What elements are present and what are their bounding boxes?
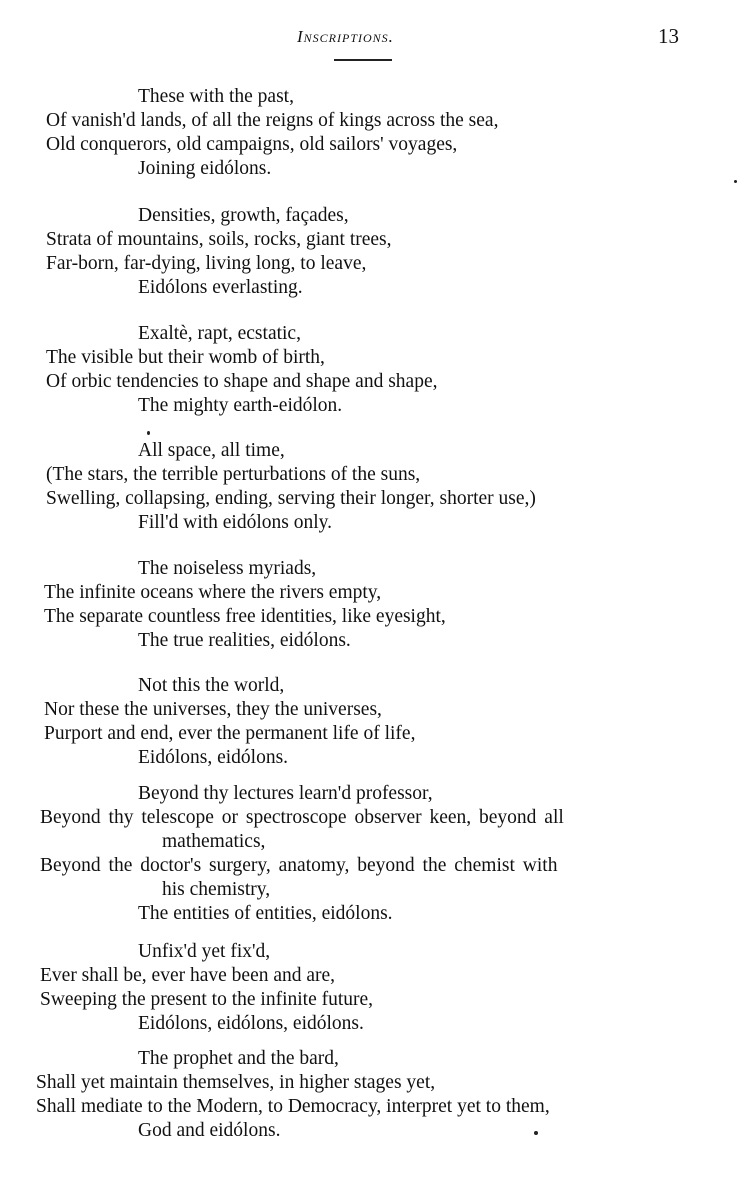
- poem-line: Beyond thy lectures learn'd professor,: [138, 783, 433, 804]
- poem-line: The true realities, eidólons.: [138, 630, 351, 651]
- header-rule: [334, 59, 392, 61]
- running-head: [0, 20, 756, 60]
- poem-line: Eidólons everlasting.: [138, 277, 303, 298]
- poem-line: The visible but their womb of birth,: [46, 347, 325, 368]
- poem-line: The mighty earth-eidólon.: [138, 395, 343, 416]
- poem-line: All space, all time,: [138, 440, 285, 461]
- poem-line: mathematics,: [162, 831, 266, 852]
- running-title: Inscriptions.: [297, 27, 394, 46]
- poem-line: The noiseless myriads,: [138, 558, 317, 579]
- poem-line: Swelling, collapsing, ending, serving their longer, shorter use,): [46, 488, 536, 509]
- poem-line: Shall yet maintain themselves, in higher stages yet,: [36, 1072, 436, 1093]
- poem-line: Of vanish'd lands, of all the reigns of kings across the sea,: [46, 110, 499, 131]
- poem-line: Unfix'd yet fix'd,: [138, 941, 271, 962]
- poem-line: Nor these the universes, they the universes,: [44, 699, 382, 720]
- poem-line: Beyond thy telescope or spectroscope observer keen, beyond all: [40, 807, 564, 828]
- poem-line: Strata of mountains, soils, rocks, giant trees,: [46, 229, 392, 250]
- poem-line: (The stars, the terrible perturbations of the suns,: [46, 464, 421, 485]
- poem-line: Exaltè, rapt, ecstatic,: [138, 323, 301, 344]
- poem-line: Ever shall be, ever have been and are,: [40, 965, 336, 986]
- poem-line: Far-born, far-dying, living long, to leave,: [46, 253, 367, 274]
- poem-line: Not this the world,: [138, 675, 285, 696]
- print-speck: [734, 180, 737, 183]
- page-number: 13: [658, 24, 679, 48]
- poem-line: Fill'd with eidólons only.: [138, 512, 333, 533]
- poem-line: Eidólons, eidólons.: [138, 747, 289, 768]
- poem-line: The infinite oceans where the rivers empty,: [44, 582, 382, 603]
- poem-line: The separate countless free identities, like eyesight,: [44, 606, 446, 627]
- poem-line: Densities, growth, façades,: [138, 205, 349, 226]
- poem-line: The prophet and the bard,: [138, 1048, 339, 1069]
- poem-line: The entities of entities, eidólons.: [138, 903, 393, 924]
- print-speck: [534, 1131, 538, 1135]
- poem-line: Joining eidólons.: [138, 158, 272, 179]
- poem-line: Of orbic tendencies to shape and shape and shape,: [46, 371, 438, 392]
- print-speck: [147, 431, 150, 435]
- poem-line: Sweeping the present to the infinite future,: [40, 989, 374, 1010]
- poem-line: his chemistry,: [162, 879, 271, 900]
- poem-line: These with the past,: [138, 86, 294, 107]
- poem-line: Shall mediate to the Modern, to Democracy, interpret yet to them,: [36, 1096, 550, 1117]
- poem-line: God and eidólons.: [138, 1120, 281, 1141]
- poem-line: Beyond the doctor's surgery, anatomy, beyond the chemist with: [40, 855, 558, 876]
- poem-line: Eidólons, eidólons, eidólons.: [138, 1013, 364, 1034]
- poem-line: Purport and end, ever the permanent life of life,: [44, 723, 416, 744]
- poem-line: Old conquerors, old campaigns, old sailors' voyages,: [46, 134, 458, 155]
